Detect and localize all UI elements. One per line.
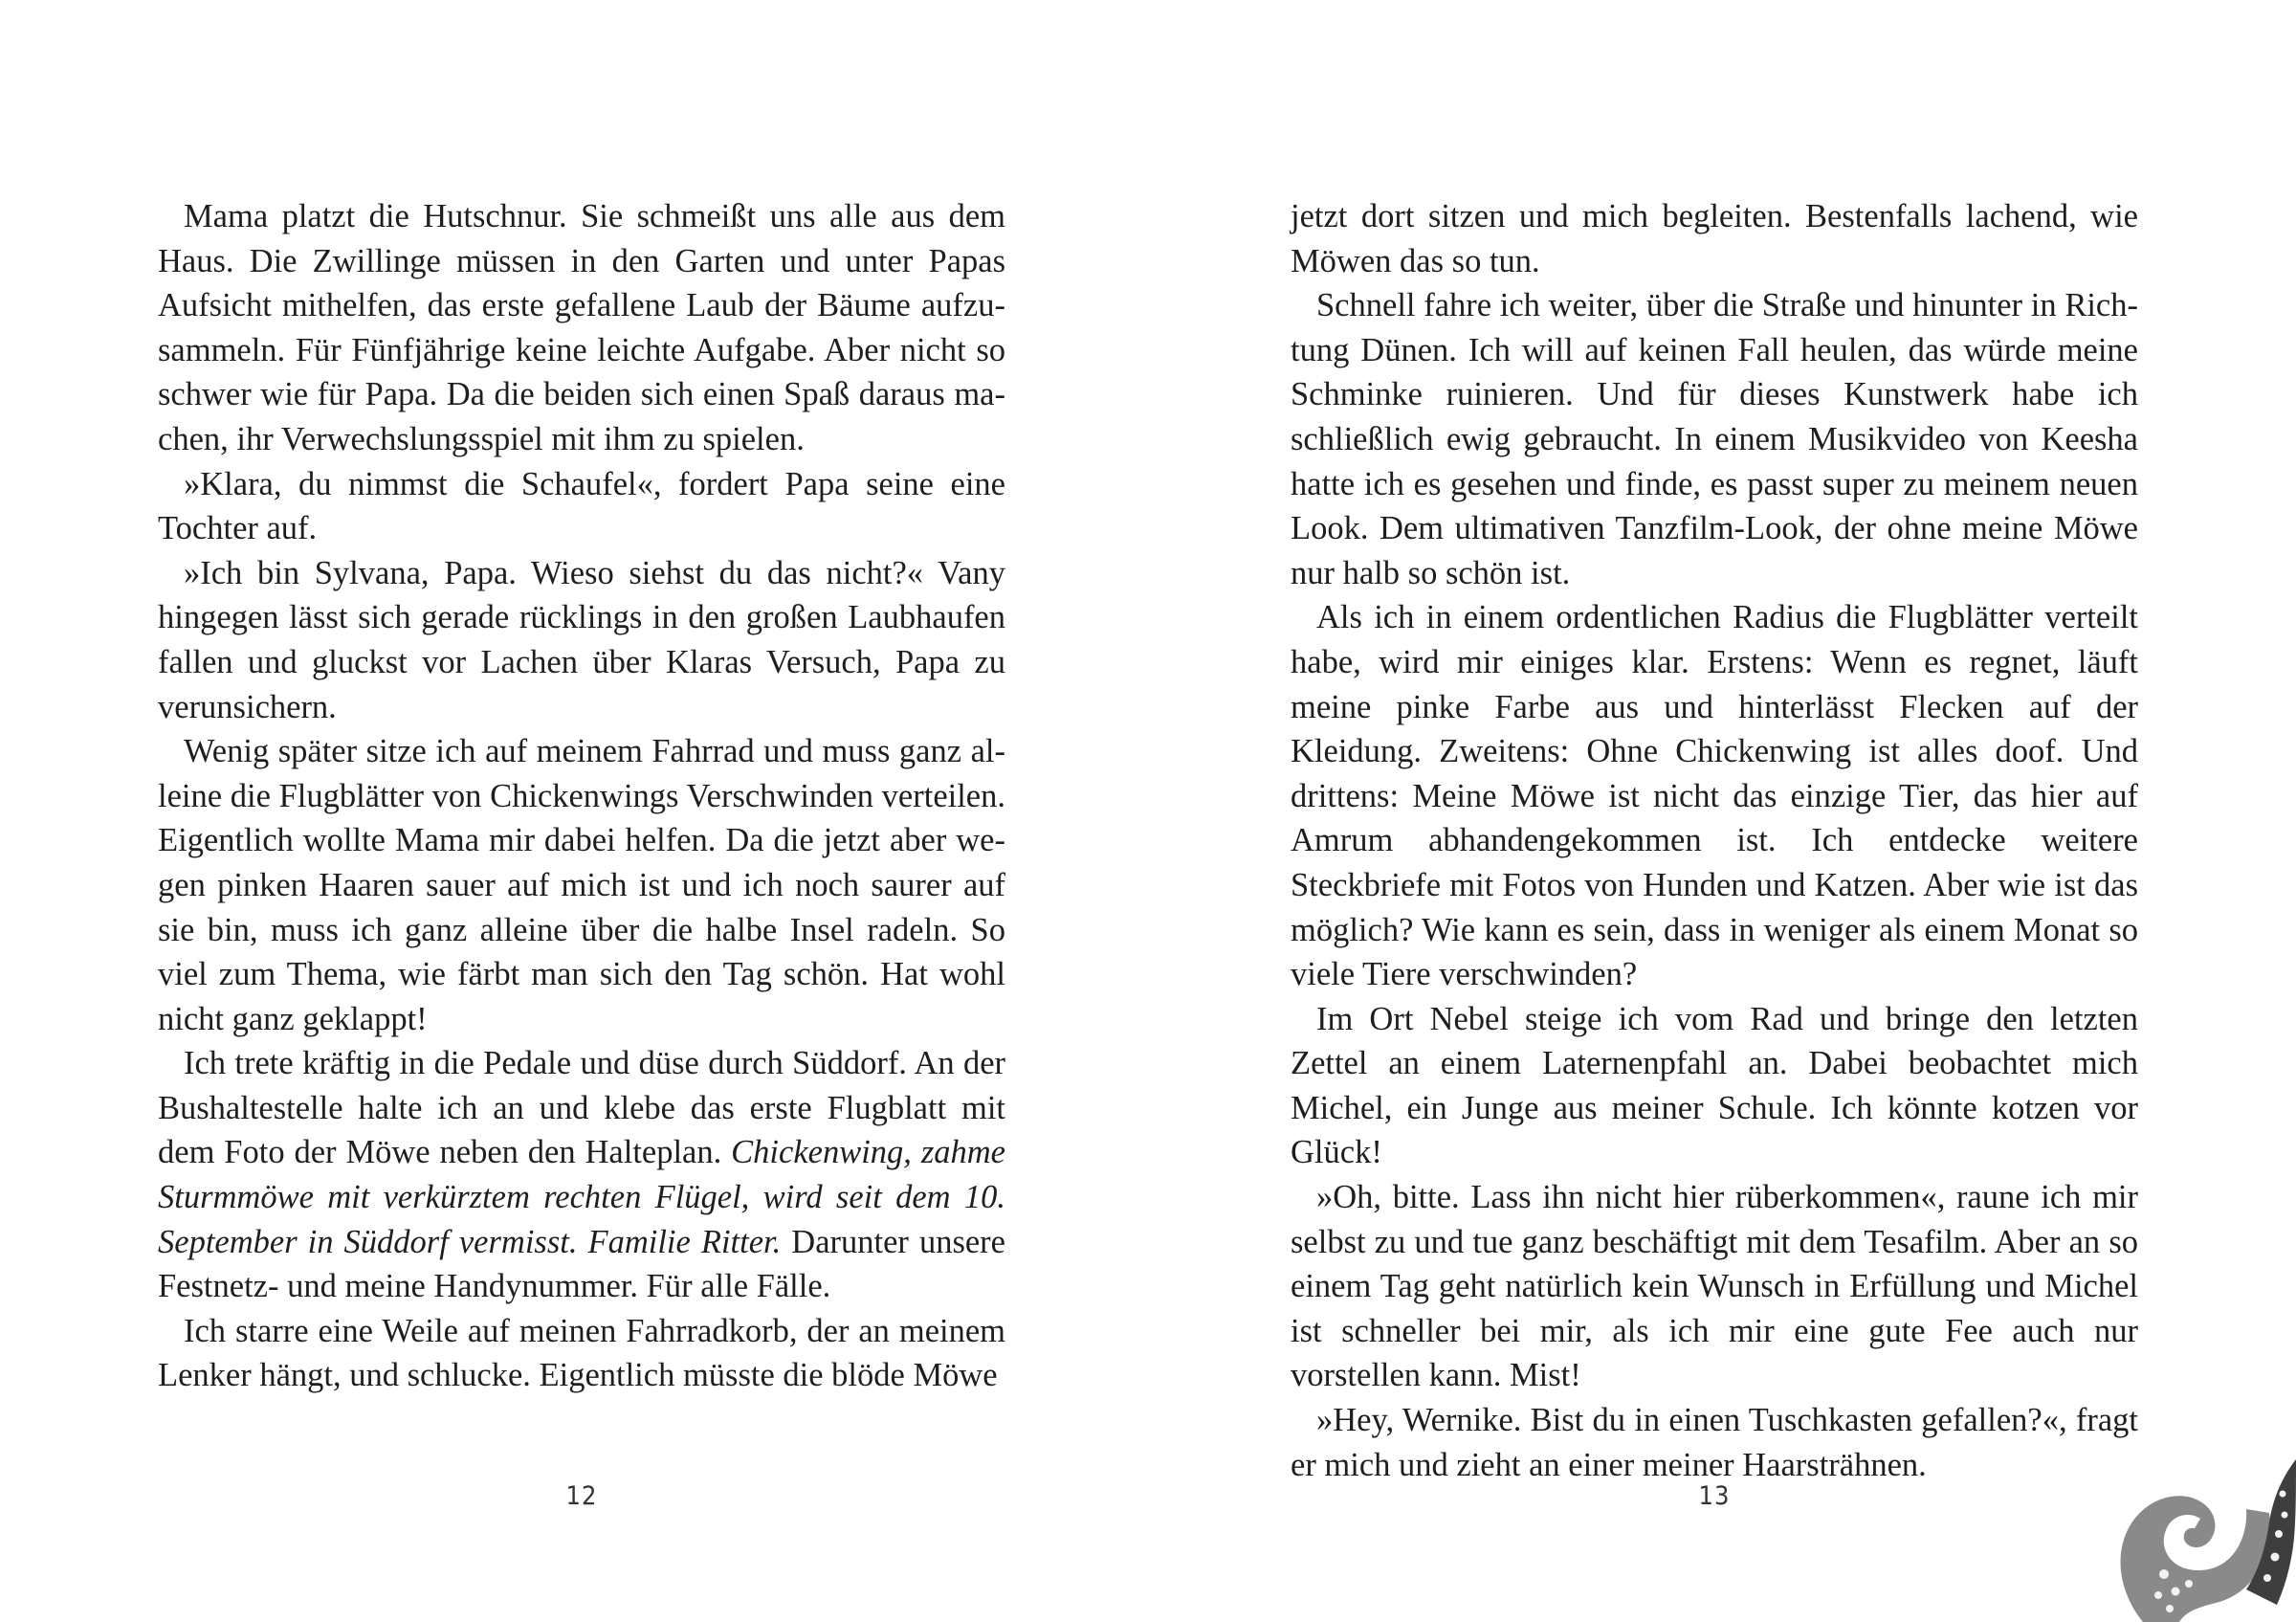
paragraph <box>158 1041 1005 1309</box>
text-segment: »Ich bin Sylvana, Papa. Wieso siehst du das nicht?« Vany hingegen lässt sich gerade rücklings in den großen Laubhaufen fallen und gluckst vor Lachen über Klaras Versuch, Papa zu verunsichern. <box>158 554 1005 725</box>
paragraph <box>158 194 1005 462</box>
paragraph <box>1291 1398 2138 1487</box>
paragraph <box>1291 283 2138 595</box>
right-page <box>1148 0 2296 1622</box>
text-segment: Ich starre eine Weile auf meinen Fahrradkorb, der an meinem Lenker hängt, und schlucke. Eigentlich müsste die blöde Möwe <box>158 1312 1005 1394</box>
left-page-text <box>158 194 1005 1398</box>
italic-text: Chickenwing, zahme Sturmmöwe mit verkürztem rechten Flügel, wird seit dem 10. September in Süddorf vermisst. Familie Ritter. <box>158 1134 1005 1260</box>
text-segment: Schnell fahre ich weiter, über die Straße und hinunter in Richtung Dünen. Ich will auf keinen Fall heulen, das würde meine Schminke ruinieren. Und für dieses Kunstwerk habe ich schließlich ewig gebraucht. In einem Musikvideo von Keesha hatte ich es gesehen und finde, es passt super zu meinem neuen Look. Dem ultimativen Tanzfilm-Look, der ohne meine Möwe nur halb so schön ist. <box>1291 287 2138 591</box>
paragraph <box>158 462 1005 551</box>
paragraph <box>158 1309 1005 1398</box>
text-segment: jetzt dort sitzen und mich begleiten. Bestenfalls lachend, wie Möwen das so tun. <box>1291 198 2138 279</box>
paragraph <box>1291 194 2138 283</box>
paragraph <box>1291 1175 2138 1398</box>
text-segment: Wenig später sitze ich auf meinem Fahrrad und muss ganz alleine die Flugblätter von Chickenwings Verschwinden verteilen. Eigentlich wollte Mama mir dabei helfen. Da die jetzt aber wegen pinken Haaren sauer auf mich ist und ich noch saurer auf sie bin, muss ich ganz alleine über die halbe Insel radeln. So viel zum Thema, wie färbt man sich den Tag schön. Hat wohl nicht ganz geklappt! <box>158 733 1005 1037</box>
paragraph <box>158 729 1005 1041</box>
text-segment: Im Ort Nebel steige ich vom Rad und bringe den letzten Zettel an einem Laternenpfahl an. Dabei beobachtet mich Michel, ein Junge aus meiner Schule. Ich könnte kotzen vor Glück! <box>1291 1000 2138 1171</box>
page-number-left: 12 <box>565 1481 598 1511</box>
text-segment: »Hey, Wernike. Bist du in einen Tuschkasten gefallen?«, fragt er mich und zieht an einer meiner Haarsträhnen. <box>1291 1402 2138 1483</box>
tentacle-body <box>2121 1496 2271 1622</box>
text-segment: »Oh, bitte. Lass ihn nicht hier rüberkommen«, raune ich mir selbst zu und tue ganz beschäftigt mit dem Tesafilm. Aber an so einem Tag geht natürlich kein Wunsch in Erfüllung und Michel ist schneller bei mir, als ich mir eine gute Fee auch nur vorstellen kann. Mist! <box>1291 1179 2138 1394</box>
tentacle-ornament-icon <box>2114 1431 2296 1622</box>
text-segment: Darunter unsere Festnetz- und meine Handynummer. Für alle Fälle. <box>158 1223 1005 1305</box>
right-page-text <box>1291 194 2138 1487</box>
text-segment: Als ich in einem ordentlichen Radius die Flugblätter verteilt habe, wird mir einiges klar. Erstens: Wenn es regnet, läuft meine pinke Farbe aus und hinterlässt Flecken auf der Kleidung. Zweitens: Ohne Chickenwing ist alles doof. Und drittens: Meine Möwe ist nicht das einzige Tier, das hier auf Amrum abhandengekommen ist. Ich entdecke weitere Steckbriefe mit Fotos von Hunden und Katzen. Aber wie ist das möglich? Wie kann es sein, dass in weniger als einem Monat so viele Tiere verschwinden? <box>1291 599 2138 993</box>
paragraph <box>1291 997 2138 1175</box>
text-segment: Ich trete kräftig in die Pedale und düse durch Süddorf. An der Bushaltestelle halte ich an und klebe das erste Flugblatt mit dem Foto der Möwe neben den Halteplan. <box>158 1045 1005 1171</box>
text-segment: »Klara, du nimmst die Schaufel«, fordert Papa seine eine Tochter auf. <box>158 465 1005 547</box>
paragraph <box>1291 595 2138 996</box>
paragraph <box>158 551 1005 729</box>
text-segment: Mama platzt die Hutschnur. Sie schmeißt uns alle aus dem Haus. Die Zwillinge müssen in den Garten und unter Papas Aufsicht mithelfen, das erste gefallene Laub der Bäume aufzusammeln. Für Fünfjährige keine leichte Aufgabe. Aber nicht so schwer wie für Papa. Da die beiden sich einen Spaß daraus machen, ihr Verwechslungsspiel mit ihm zu spielen. <box>158 198 1005 457</box>
page-number-right: 13 <box>1698 1481 1731 1511</box>
